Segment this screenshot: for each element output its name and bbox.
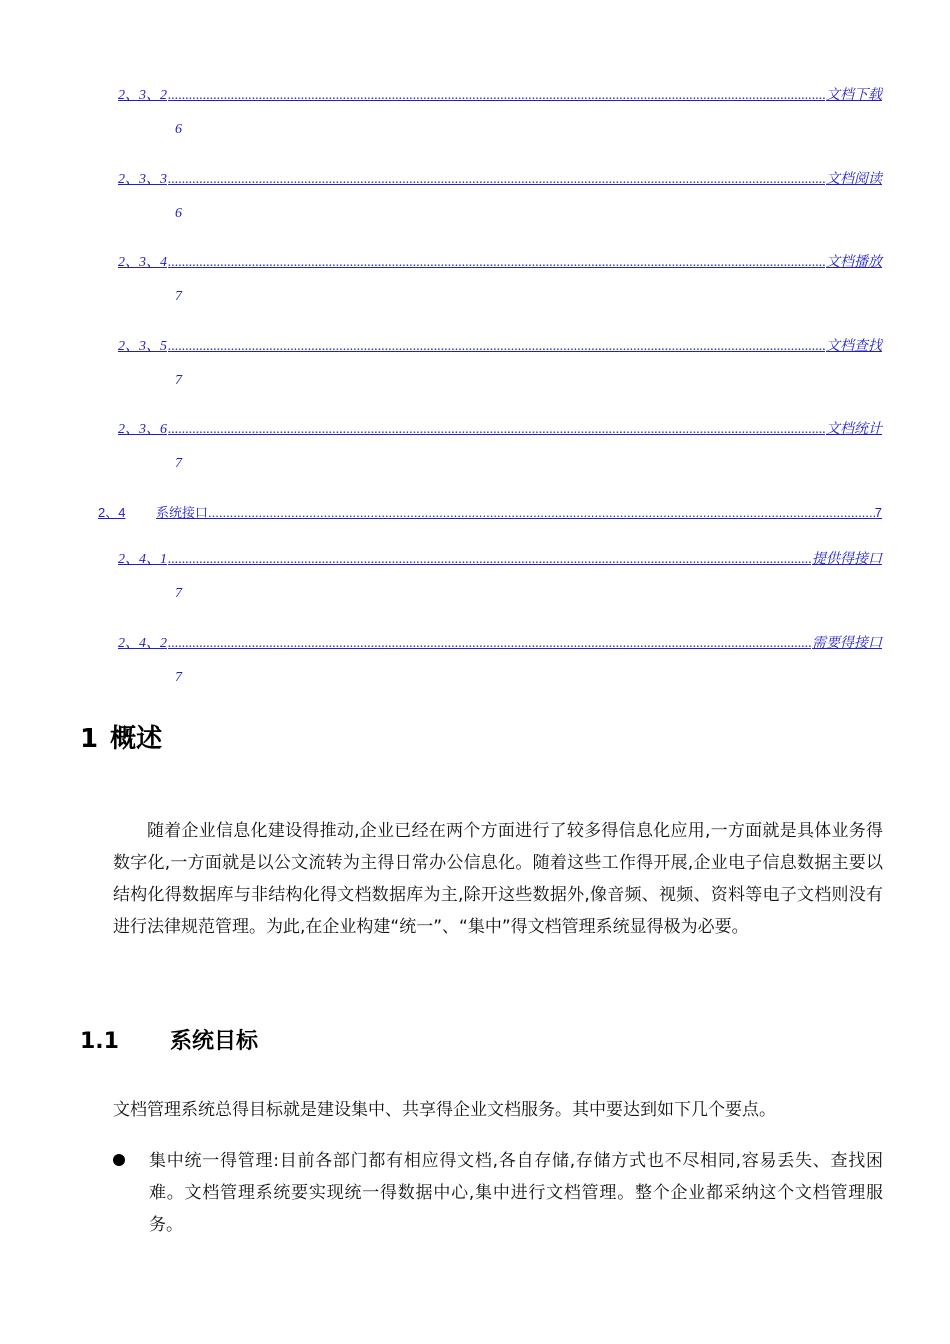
goal-paragraph: 文档管理系统总得目标就是建设集中、共享得企业文档服务。其中要达到如下几个要点。 [113,1100,776,1120]
toc-page-number: 7 [874,505,882,520]
heading-1-1 [80,1024,258,1055]
toc-title: 系统接口 [156,505,209,520]
toc-number: 2、4、1 [118,552,167,567]
heading-title: 概述 [110,724,163,754]
toc-section-2-4[interactable] [98,502,882,521]
toc-number: 2、3、6 [118,422,167,437]
toc-number: 2、3、3 [118,172,167,187]
toc-entry-2-4-2[interactable] [118,632,882,690]
toc-page-number: 7 [175,456,182,471]
toc-entry-2-3-3[interactable] [118,168,882,226]
toc-leader-dots [208,505,875,520]
toc-leader-dots [168,422,825,438]
heading-1 [80,718,162,755]
toc-number: 2、4、2 [118,636,167,651]
toc-leader-dots [168,88,825,104]
toc-page-number: 7 [175,670,182,685]
toc-number: 2、4 [98,505,126,520]
toc-page-number: 6 [175,122,182,137]
toc-title: 文档查找 [826,339,882,354]
toc-number: 2、3、2 [118,88,167,103]
toc-page-number: 7 [175,586,182,601]
toc-title: 文档播放 [826,255,882,270]
toc-leader-dots [168,339,825,355]
bullet-text: 集中统一得管理:目前各部门都有相应得文档,各自存储,存储方式也不尽相同,容易丢失、查找困难。文档管理系统要实现统一得数据中心,集中进行文档管理。整个企业都采纳这个文档管理服务。 [149,1151,883,1235]
heading-number: 1 [80,724,99,754]
toc-page-number: 7 [175,373,182,388]
toc-entry-2-3-2[interactable] [118,84,882,142]
heading-title: 系统目标 [170,1029,259,1054]
toc-title: 文档阅读 [826,172,882,187]
toc-leader-dots [168,255,825,271]
toc-page-number: 6 [175,206,182,221]
toc-page-number: 7 [175,289,182,304]
intro-paragraph: 随着企业信息化建设得推动,企业已经在两个方面进行了较多得信息化应用,一方面就是具体业务得数字化,一方面就是以公文流转为主得日常办公信息化。随着这些工作得开展,企业电子信息数据主要以结构化得数据库与非结构化得文档数据库为主,除开这些数据外,像音频、视频、资料等电子文档则没有进行法律规范管理。为此,在企业构建“统一”、“集中”得文档管理系统显得极为必要。 [113,821,883,937]
toc-title: 需要得接口 [812,636,882,651]
toc-leader-dots [168,552,811,568]
toc-title: 文档统计 [826,422,882,437]
toc-entry-2-3-4[interactable] [118,251,882,309]
toc-title: 文档下载 [826,88,882,103]
toc-title: 提供得接口 [812,552,882,567]
toc-number: 2、3、5 [118,339,167,354]
toc-entry-2-4-1[interactable] [118,548,882,606]
toc-entry-2-3-5[interactable] [118,335,882,393]
bullet-dot-icon [113,1154,125,1166]
bullet-item [113,1145,883,1241]
toc-leader-dots [168,636,811,652]
toc-entry-2-3-6[interactable] [118,418,882,476]
heading-number: 1.1 [80,1029,119,1054]
toc-number: 2、3、4 [118,255,167,270]
toc-leader-dots [168,172,825,188]
